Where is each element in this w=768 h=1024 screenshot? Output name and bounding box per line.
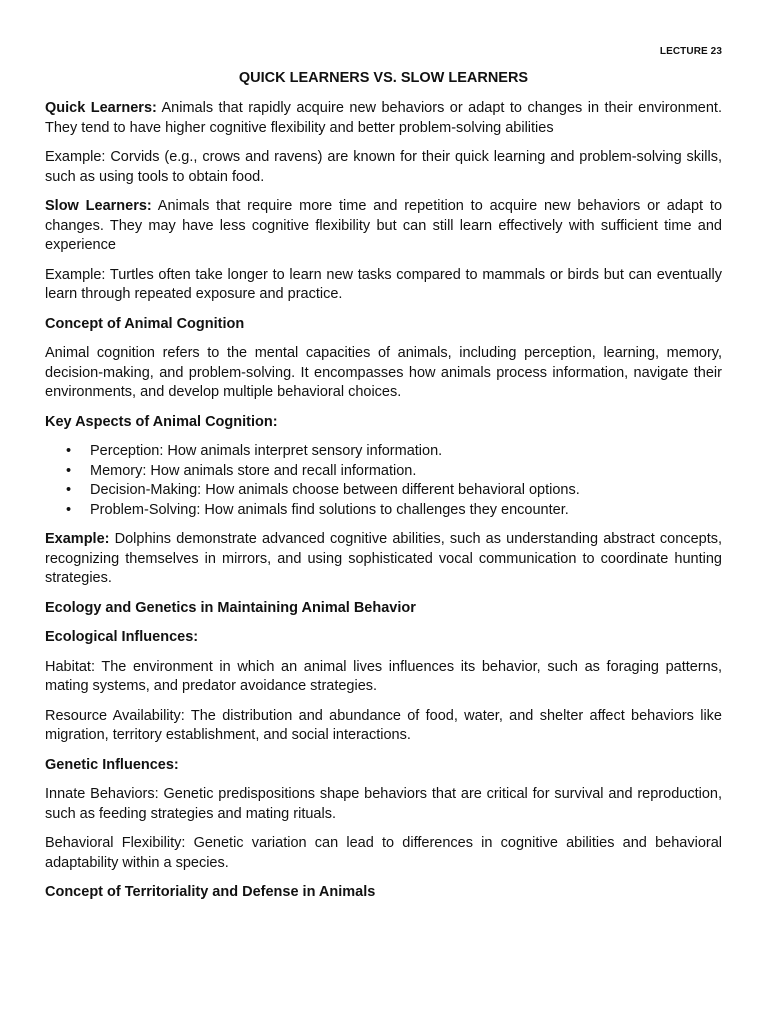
example-text: Dolphins demonstrate advanced cognitive abilities, such as understanding abstract concepts, recognizing themselves in mirrors, and using sophisticated vocal communication to coordinate hunting strategies. bbox=[45, 531, 722, 586]
list-item bbox=[45, 462, 722, 482]
bullet-icon: • bbox=[66, 482, 72, 498]
list-item-text: Decision-Making: How animals choose between different behavioral options. bbox=[90, 482, 580, 498]
page-title: QUICK LEARNERS VS. SLOW LEARNERS bbox=[238, 70, 529, 86]
bullet-icon: • bbox=[66, 501, 72, 518]
key-aspects-heading: Key Aspects of Animal Cognition: bbox=[45, 413, 278, 430]
territoriality-heading: Concept of Territoriality and Defense in Animals bbox=[45, 884, 376, 900]
list-item-text: Memory: How animals store and recall information. bbox=[90, 462, 417, 479]
example-label: Example: bbox=[45, 531, 110, 547]
key-aspects-list bbox=[45, 442, 722, 520]
slow-learners-label: Slow Learners: bbox=[45, 198, 152, 214]
list-item bbox=[45, 501, 722, 521]
slow-learners-example: Example: Turtles often take longer to learn new tasks compared to mammals or birds but can eventually learn through repeated exposure and practice. bbox=[45, 266, 722, 302]
slow-learners-paragraph bbox=[45, 197, 722, 256]
quick-learners-label: Quick Learners: bbox=[45, 100, 157, 116]
bullet-icon: • bbox=[66, 462, 72, 479]
cognition-heading: Concept of Animal Cognition bbox=[45, 315, 245, 332]
behavioral-flexibility-paragraph: Behavioral Flexibility: Genetic variation can lead to differences in cognitive abilities and behavioral adaptability within a species. bbox=[45, 835, 722, 871]
resource-paragraph: Resource Availability: The distribution and abundance of food, water, and shelter affect behaviors like migration, territory establishment, and social interactions. bbox=[45, 707, 722, 743]
ecology-genetics-heading: Ecology and Genetics in Maintaining Animal Behavior bbox=[45, 599, 416, 616]
document-body bbox=[45, 99, 722, 913]
list-item bbox=[45, 481, 722, 501]
innate-behaviors-paragraph: Innate Behaviors: Genetic predispositions shape behaviors that are critical for survival and reproduction, such as feeding strategies and mating rituals. bbox=[45, 786, 722, 822]
quick-learners-example: Example: Corvids (e.g., crows and ravens) are known for their quick learning and problem-solving skills, such as using tools to obtain food. bbox=[45, 149, 722, 185]
dolphin-example-paragraph bbox=[45, 530, 722, 589]
slow-learners-text: Animals that require more time and repetition to acquire new behaviors or adapt to changes. They may have less cognitive flexibility but can still learn effectively with sufficient time and experience bbox=[45, 198, 723, 253]
list-item-text: Perception: How animals interpret sensory information. bbox=[90, 443, 443, 459]
list-item-text: Problem-Solving: How animals find solutions to challenges they encounter. bbox=[90, 501, 569, 518]
quick-learners-paragraph bbox=[45, 99, 722, 138]
list-item bbox=[45, 442, 722, 462]
cognition-paragraph: Animal cognition refers to the mental capacities of animals, including perception, learning, memory, decision-making, and problem-solving. It encompasses how animals process information, navigate their environments, and develop multiple behavioral choices. bbox=[45, 345, 722, 400]
genetic-influences-heading: Genetic Influences: bbox=[45, 756, 179, 773]
ecological-influences-heading: Ecological Influences: bbox=[45, 629, 199, 645]
quick-learners-text: Animals that rapidly acquire new behaviors or adapt to changes in their environment. They tend to have higher cognitive flexibility and better problem-solving abilities bbox=[45, 100, 722, 136]
lecture-number: LECTURE 23 bbox=[659, 46, 722, 57]
bullet-icon: • bbox=[66, 443, 72, 459]
habitat-paragraph: Habitat: The environment in which an animal lives influences its behavior, such as foraging patterns, mating systems, and predator avoidance strategies. bbox=[45, 658, 722, 694]
